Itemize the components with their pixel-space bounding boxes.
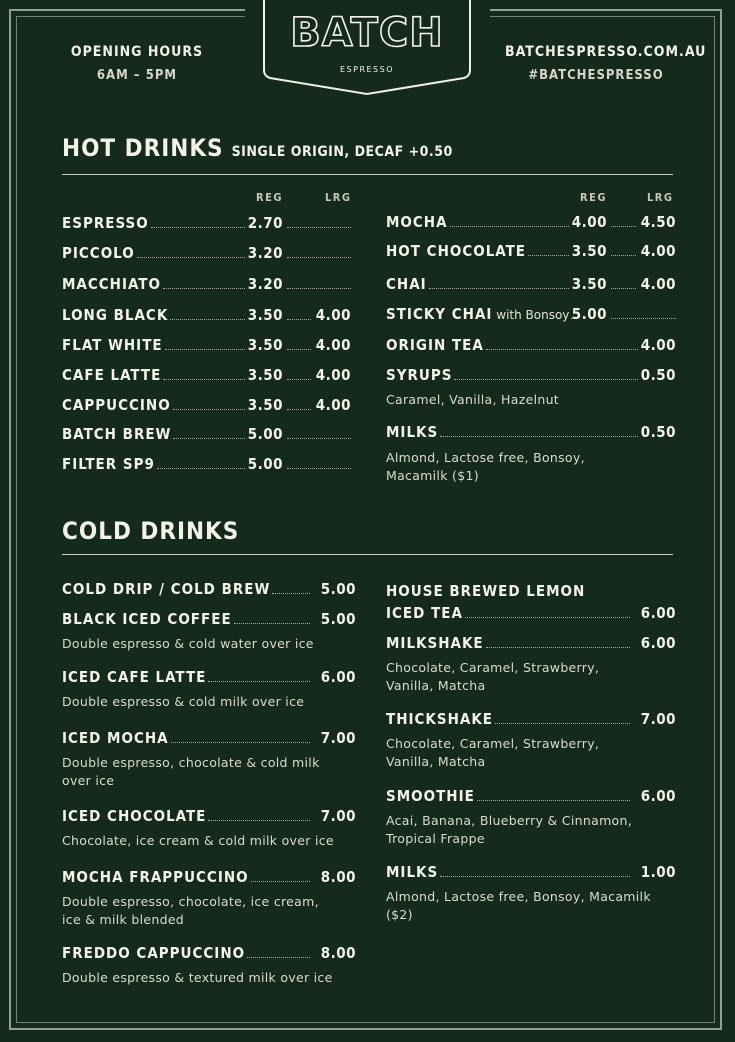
hot-left-reg-label: REG bbox=[256, 191, 284, 204]
item-name: THICKSHAKE bbox=[386, 710, 494, 728]
menu-item bbox=[386, 366, 676, 388]
item-name: COLD DRIP / COLD BREW bbox=[62, 580, 271, 598]
menu-item bbox=[386, 242, 676, 264]
item-note: with Bonsoy bbox=[492, 308, 570, 322]
item-description: Double espresso & textured milk over ice bbox=[62, 970, 333, 985]
logo-subtitle: ESPRESSO bbox=[339, 65, 395, 74]
dot-leader bbox=[165, 349, 245, 350]
opening-hours-title: OPENING HOURS bbox=[70, 44, 204, 60]
item-name: BATCH BREW bbox=[62, 425, 172, 443]
menu-item bbox=[62, 244, 351, 266]
menu-item bbox=[386, 634, 676, 656]
hot-left-lrg-label: LRG bbox=[325, 191, 352, 204]
item-name: MILKS bbox=[386, 863, 439, 881]
dot-leader bbox=[495, 723, 630, 724]
item-name: LONG BLACK bbox=[62, 306, 169, 324]
item-name: MACCHIATO bbox=[62, 275, 161, 293]
menu-item bbox=[386, 305, 676, 327]
dot-leader bbox=[137, 257, 245, 258]
item-name: ICED CAFE LATTE bbox=[62, 668, 207, 686]
item-price: 7.00 bbox=[640, 710, 676, 728]
item-price-reg: 3.20 bbox=[247, 275, 283, 293]
item-price: 5.00 bbox=[320, 580, 356, 598]
item-price-reg: 3.20 bbox=[247, 244, 283, 262]
item-price-reg: 2.70 bbox=[247, 214, 283, 232]
menu-item bbox=[62, 610, 356, 632]
item-price: 5.00 bbox=[320, 610, 356, 628]
menu-item bbox=[386, 582, 676, 604]
menu-item bbox=[62, 336, 351, 358]
dot-leader bbox=[429, 288, 569, 289]
dot-leader bbox=[454, 379, 638, 380]
item-name: CAPPUCCINO bbox=[62, 396, 171, 414]
dot-leader bbox=[173, 409, 245, 410]
dot-leader bbox=[477, 800, 630, 801]
item-price-lrg: 4.00 bbox=[640, 275, 676, 293]
menu-item-line2 bbox=[386, 604, 676, 626]
dot-leader bbox=[611, 226, 636, 227]
item-name: CHAI bbox=[386, 275, 427, 293]
menu-item bbox=[386, 275, 676, 297]
item-price-reg: 5.00 bbox=[571, 305, 607, 323]
item-description: Acai, Banana, Blueberry & Cinnamon, Tropical Frappe bbox=[386, 813, 632, 846]
item-name: CAFE LATTE bbox=[62, 366, 162, 384]
menu-item bbox=[386, 863, 676, 885]
hashtag: #BATCHESPRESSO bbox=[528, 68, 664, 83]
item-name: PICCOLO bbox=[62, 244, 135, 262]
dot-leader bbox=[157, 468, 245, 469]
dot-leader bbox=[163, 379, 245, 380]
dot-leader bbox=[208, 820, 310, 821]
item-price-reg: 3.50 bbox=[247, 366, 283, 384]
item-name: BLACK ICED COFFEE bbox=[62, 610, 232, 628]
item-description: Almond, Lactose free, Bonsoy, Macamilk ($1) bbox=[386, 450, 585, 483]
dot-leader bbox=[611, 255, 636, 256]
item-price-lrg: 4.50 bbox=[640, 213, 676, 231]
item-price: 1.00 bbox=[640, 863, 676, 881]
item-price-lrg: 4.00 bbox=[315, 306, 351, 324]
hot-drinks-heading: HOT DRINKS bbox=[62, 134, 224, 162]
dot-leader bbox=[287, 409, 311, 410]
dot-leader bbox=[450, 226, 569, 227]
dot-leader bbox=[528, 255, 569, 256]
menu-item bbox=[386, 787, 676, 809]
menu-item bbox=[62, 729, 356, 751]
item-name: FILTER SP9 bbox=[62, 455, 155, 473]
item-price-lrg: 4.00 bbox=[315, 336, 351, 354]
item-name: FREDDO CAPPUCCINO bbox=[62, 944, 246, 962]
opening-hours bbox=[62, 44, 212, 83]
item-name: SMOOTHIE bbox=[386, 787, 475, 805]
dot-leader bbox=[251, 881, 310, 882]
menu-item bbox=[62, 944, 356, 966]
dot-leader bbox=[272, 593, 310, 594]
item-description: Double espresso, chocolate, ice cream, ice & milk blended bbox=[62, 894, 319, 927]
dot-leader bbox=[440, 436, 638, 437]
dot-leader bbox=[287, 349, 311, 350]
item-price: 6.00 bbox=[640, 604, 676, 622]
item-name: ESPRESSO bbox=[62, 214, 149, 232]
item-description: Double espresso & cold water over ice bbox=[62, 636, 314, 651]
menu-item bbox=[386, 710, 676, 732]
item-name: HOT CHOCOLATE bbox=[386, 242, 527, 260]
menu-item bbox=[62, 396, 351, 418]
item-price-lrg: 0.50 bbox=[640, 423, 676, 441]
item-price: 7.00 bbox=[320, 807, 356, 825]
item-price-reg: 3.50 bbox=[247, 336, 283, 354]
item-description: Chocolate, Caramel, Strawberry, Vanilla, Matcha bbox=[386, 736, 600, 769]
dot-leader bbox=[486, 349, 638, 350]
item-description: Double espresso & cold milk over ice bbox=[62, 694, 305, 709]
dot-leader bbox=[234, 623, 310, 624]
item-price: 6.00 bbox=[320, 668, 356, 686]
item-name-line2: ICED TEA bbox=[386, 604, 463, 622]
menu-item bbox=[386, 336, 676, 358]
item-price-reg: 4.00 bbox=[571, 213, 607, 231]
hot-right-reg-label: REG bbox=[580, 191, 608, 204]
item-price-reg: 3.50 bbox=[571, 275, 607, 293]
opening-hours-value: 6AM – 5PM bbox=[96, 68, 178, 83]
item-name: MOCHA bbox=[386, 213, 448, 231]
item-price-lrg: 4.00 bbox=[640, 242, 676, 260]
item-name: ICED CHOCOLATE bbox=[62, 807, 207, 825]
cold-drinks-title: COLD DRINKS bbox=[62, 517, 240, 545]
dot-leader bbox=[287, 288, 351, 289]
item-name: SYRUPS bbox=[386, 366, 453, 384]
menu-item bbox=[62, 275, 351, 297]
website: BATCHESPRESSO.COM.AU bbox=[505, 44, 707, 60]
dot-leader bbox=[151, 227, 245, 228]
dot-leader bbox=[287, 468, 351, 469]
menu-item bbox=[62, 807, 356, 829]
menu-item bbox=[62, 668, 356, 690]
item-price: 6.00 bbox=[640, 787, 676, 805]
dot-leader bbox=[611, 318, 676, 319]
item-name: HOUSE BREWED LEMON bbox=[386, 582, 586, 600]
item-price-reg: 3.50 bbox=[571, 242, 607, 260]
dot-leader bbox=[486, 647, 630, 648]
dot-leader bbox=[611, 288, 636, 289]
logo-text: BATCH bbox=[290, 10, 444, 56]
item-price-lrg: 4.00 bbox=[315, 396, 351, 414]
item-price: 6.00 bbox=[640, 634, 676, 652]
dot-leader bbox=[287, 257, 351, 258]
menu-item bbox=[62, 366, 351, 388]
hot-drinks-title bbox=[62, 134, 453, 162]
dot-leader bbox=[247, 957, 310, 958]
dot-leader bbox=[465, 617, 630, 618]
menu-item bbox=[386, 213, 676, 235]
item-name: MILKS bbox=[386, 423, 439, 441]
item-name: FLAT WHITE bbox=[62, 336, 163, 354]
item-name: STICKY CHAI with Bonsoy bbox=[386, 305, 570, 323]
menu-item bbox=[62, 580, 356, 602]
dot-leader bbox=[287, 227, 351, 228]
contact-info bbox=[505, 44, 707, 83]
item-price-lrg: 4.00 bbox=[315, 366, 351, 384]
dot-leader bbox=[170, 319, 245, 320]
menu-item bbox=[62, 306, 351, 328]
item-description: Almond, Lactose free, Bonsoy, Macamilk ($2) bbox=[386, 889, 651, 922]
cold-divider bbox=[62, 554, 673, 555]
item-description: Chocolate, ice cream & cold milk over ice bbox=[62, 833, 334, 848]
dot-leader bbox=[440, 876, 630, 877]
menu-item bbox=[62, 868, 356, 890]
menu-item bbox=[62, 425, 351, 447]
dot-leader bbox=[287, 379, 311, 380]
item-description: Chocolate, Caramel, Strawberry, Vanilla, Matcha bbox=[386, 660, 600, 693]
dot-leader bbox=[208, 681, 310, 682]
item-price-lrg: 4.00 bbox=[640, 336, 676, 354]
item-price: 8.00 bbox=[320, 944, 356, 962]
dot-leader bbox=[287, 319, 311, 320]
dot-leader bbox=[171, 742, 310, 743]
item-price: 7.00 bbox=[320, 729, 356, 747]
item-price-reg: 5.00 bbox=[247, 425, 283, 443]
menu-item bbox=[62, 455, 351, 477]
hot-right-lrg-label: LRG bbox=[647, 191, 674, 204]
hot-drinks-note: SINGLE ORIGIN, DECAF +0.50 bbox=[231, 144, 453, 160]
item-name: MILKSHAKE bbox=[386, 634, 484, 652]
menu-item bbox=[62, 214, 351, 236]
item-description: Caramel, Vanilla, Hazelnut bbox=[386, 392, 559, 407]
dot-leader bbox=[287, 438, 351, 439]
item-name: ORIGIN TEA bbox=[386, 336, 484, 354]
batch-logo bbox=[262, 0, 472, 96]
item-price-reg: 3.50 bbox=[247, 306, 283, 324]
dot-leader bbox=[163, 288, 245, 289]
item-price-lrg: 0.50 bbox=[640, 366, 676, 384]
item-price: 8.00 bbox=[320, 868, 356, 886]
item-price-reg: 5.00 bbox=[247, 455, 283, 473]
menu-item bbox=[386, 423, 676, 445]
hot-divider bbox=[62, 174, 673, 175]
dot-leader bbox=[173, 438, 245, 439]
item-name: ICED MOCHA bbox=[62, 729, 169, 747]
item-price-reg: 3.50 bbox=[247, 396, 283, 414]
item-description: Double espresso, chocolate & cold milk over ice bbox=[62, 755, 320, 788]
item-name: MOCHA FRAPPUCCINO bbox=[62, 868, 249, 886]
